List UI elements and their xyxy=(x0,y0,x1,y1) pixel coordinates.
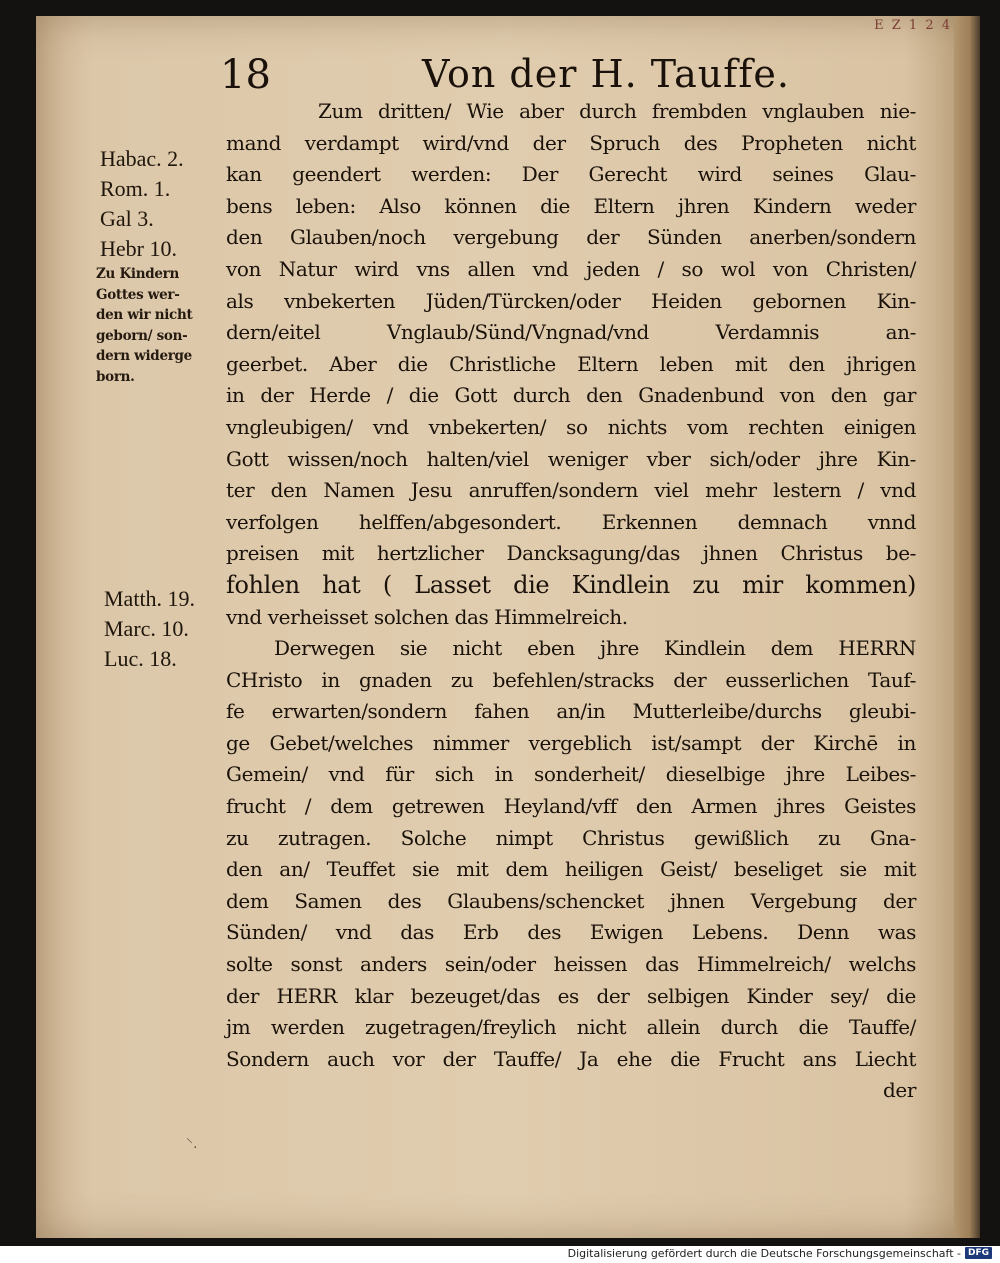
margin-gloss-line: geborn/ son- xyxy=(96,327,188,344)
margin-ref: Habac. 2. xyxy=(100,146,184,171)
catchword: der xyxy=(883,1078,916,1103)
text-line: solte sonst anders sein/oder heissen das Himmelreich/ welchs xyxy=(226,952,916,977)
text-line: Gott wissen/noch halten/viel weniger vber sich/oder jhre Kin- xyxy=(226,446,916,471)
text-line: zu zutragen. Solche nimpt Christus gewißlich zu Gna- xyxy=(226,825,916,850)
text-line: von Natur wird vns allen vnd jeden / so wol von Christen/ xyxy=(226,256,916,281)
margin-gloss-line: dern widerge xyxy=(96,348,192,364)
body-text xyxy=(226,96,916,1107)
margin-ref: Matth. 19. xyxy=(104,586,196,611)
text-line: fe erwarten/sondern fahen an/in Mutterleibe/durchs gleubi- xyxy=(226,699,916,724)
margin-gloss-line: born. xyxy=(96,368,135,385)
text-line: den Glauben/noch vergebung der Sünden anerben/sondern xyxy=(226,225,916,250)
text-line: preisen mit hertzlicher Dancksagung/das jhnen Christus be- xyxy=(226,541,916,566)
text-line: kan geendert werden: Der Gerecht wird seines Glau- xyxy=(226,162,916,187)
margin-ref: Marc. 10. xyxy=(104,616,189,641)
text-line: fohlen hat ( Lasset die Kindlein zu mir kommen) xyxy=(226,570,916,599)
margin-refs-habakkuk xyxy=(100,144,184,264)
text-line: ge Gebet/welches nimmer vergeblich ist/sampt der Kirchē in xyxy=(226,730,916,755)
margin-gloss xyxy=(96,264,192,387)
margin-ref: Gal 3. xyxy=(100,206,154,231)
text-line: Sünden/ vnd das Erb des Ewigen Lebens. Denn was xyxy=(226,920,916,945)
digitization-footer xyxy=(568,1245,992,1261)
text-line: bens leben: Also können die Eltern jhren Kindern weder xyxy=(226,193,916,218)
text-line: ter den Namen Jesu anruffen/sondern viel mehr lestern / vnd xyxy=(226,478,916,503)
text-line: Sondern auch vor der Tauffe/ Ja ehe die Frucht ans Liecht xyxy=(226,1046,916,1071)
text-line: geerbet. Aber die Christliche Eltern leben mit den jhrigen xyxy=(226,351,916,376)
text-line: frucht / dem getrewen Heyland/vff den Armen jhres Geistes xyxy=(226,794,916,819)
margin-gloss-line: den wir nicht xyxy=(96,307,193,323)
margin-gloss-line: Gottes wer- xyxy=(96,286,180,303)
margin-ref: Hebr 10. xyxy=(100,236,177,261)
text-line: als vnbekerten Jüden/Türcken/oder Heiden gebornen Kin- xyxy=(226,288,916,313)
text-line: vngleubigen/ vnd vnbekerten/ so nichts vom rechten einigen xyxy=(226,414,916,439)
margin-refs-matthew xyxy=(104,584,195,674)
text-line: in der Herde / die Gott durch den Gnadenbund von den gar xyxy=(226,383,916,408)
text-line: verfolgen helffen/abgesondert. Erkennen demnach vnnd xyxy=(226,509,916,534)
page-number: 18 xyxy=(220,52,271,98)
margin-ref: Rom. 1. xyxy=(100,176,171,201)
text-line: CHristo in gnaden zu befehlen/stracks der eusserlichen Tauf- xyxy=(226,667,916,692)
text-line: Zum dritten/ Wie aber durch frembden vnglauben nie- xyxy=(318,99,916,123)
text-line: den an/ Teuffet sie mit dem heiligen Geist/ beseliget sie mit xyxy=(226,857,916,882)
funding-notice: Digitalisierung gefördert durch die Deutsche Forschungsgemeinschaft - xyxy=(567,1246,961,1260)
running-title: Von der H. Tauffe. xyxy=(422,52,790,96)
text-line: der HERR klar bezeuget/das es der selbigen Kinder sey/ die xyxy=(226,983,916,1008)
page-edge xyxy=(954,16,980,1238)
text-line: mand verdampt wird/vnd der Spruch des Propheten nicht xyxy=(226,130,916,155)
text-line: dern/eitel Vnglaub/Sünd/Vngnad/vnd Verdamnis an- xyxy=(226,320,916,345)
text-line: dem Samen des Glaubens/schencket jhnen Vergebung der xyxy=(226,888,916,913)
text-line: Derwegen sie nicht eben jhre Kindlein dem HERRN xyxy=(274,636,916,661)
top-stamp: E Z 1 2 4 xyxy=(874,18,952,33)
margin-ref: Luc. 18. xyxy=(104,646,177,671)
dfg-logo: DFG xyxy=(965,1247,992,1259)
text-line: vnd verheisset solchen das Himmelreich. xyxy=(226,604,628,629)
text-line: Gemein/ vnd für sich in sonderheit/ dieselbige jhre Leibes- xyxy=(226,762,916,787)
text-line: jm werden zugetragen/freylich nicht allein durch die Tauffe/ xyxy=(226,1015,916,1040)
page-speck: ⸌. xyxy=(186,1136,198,1152)
margin-gloss-line: Zu Kindern xyxy=(96,266,180,282)
